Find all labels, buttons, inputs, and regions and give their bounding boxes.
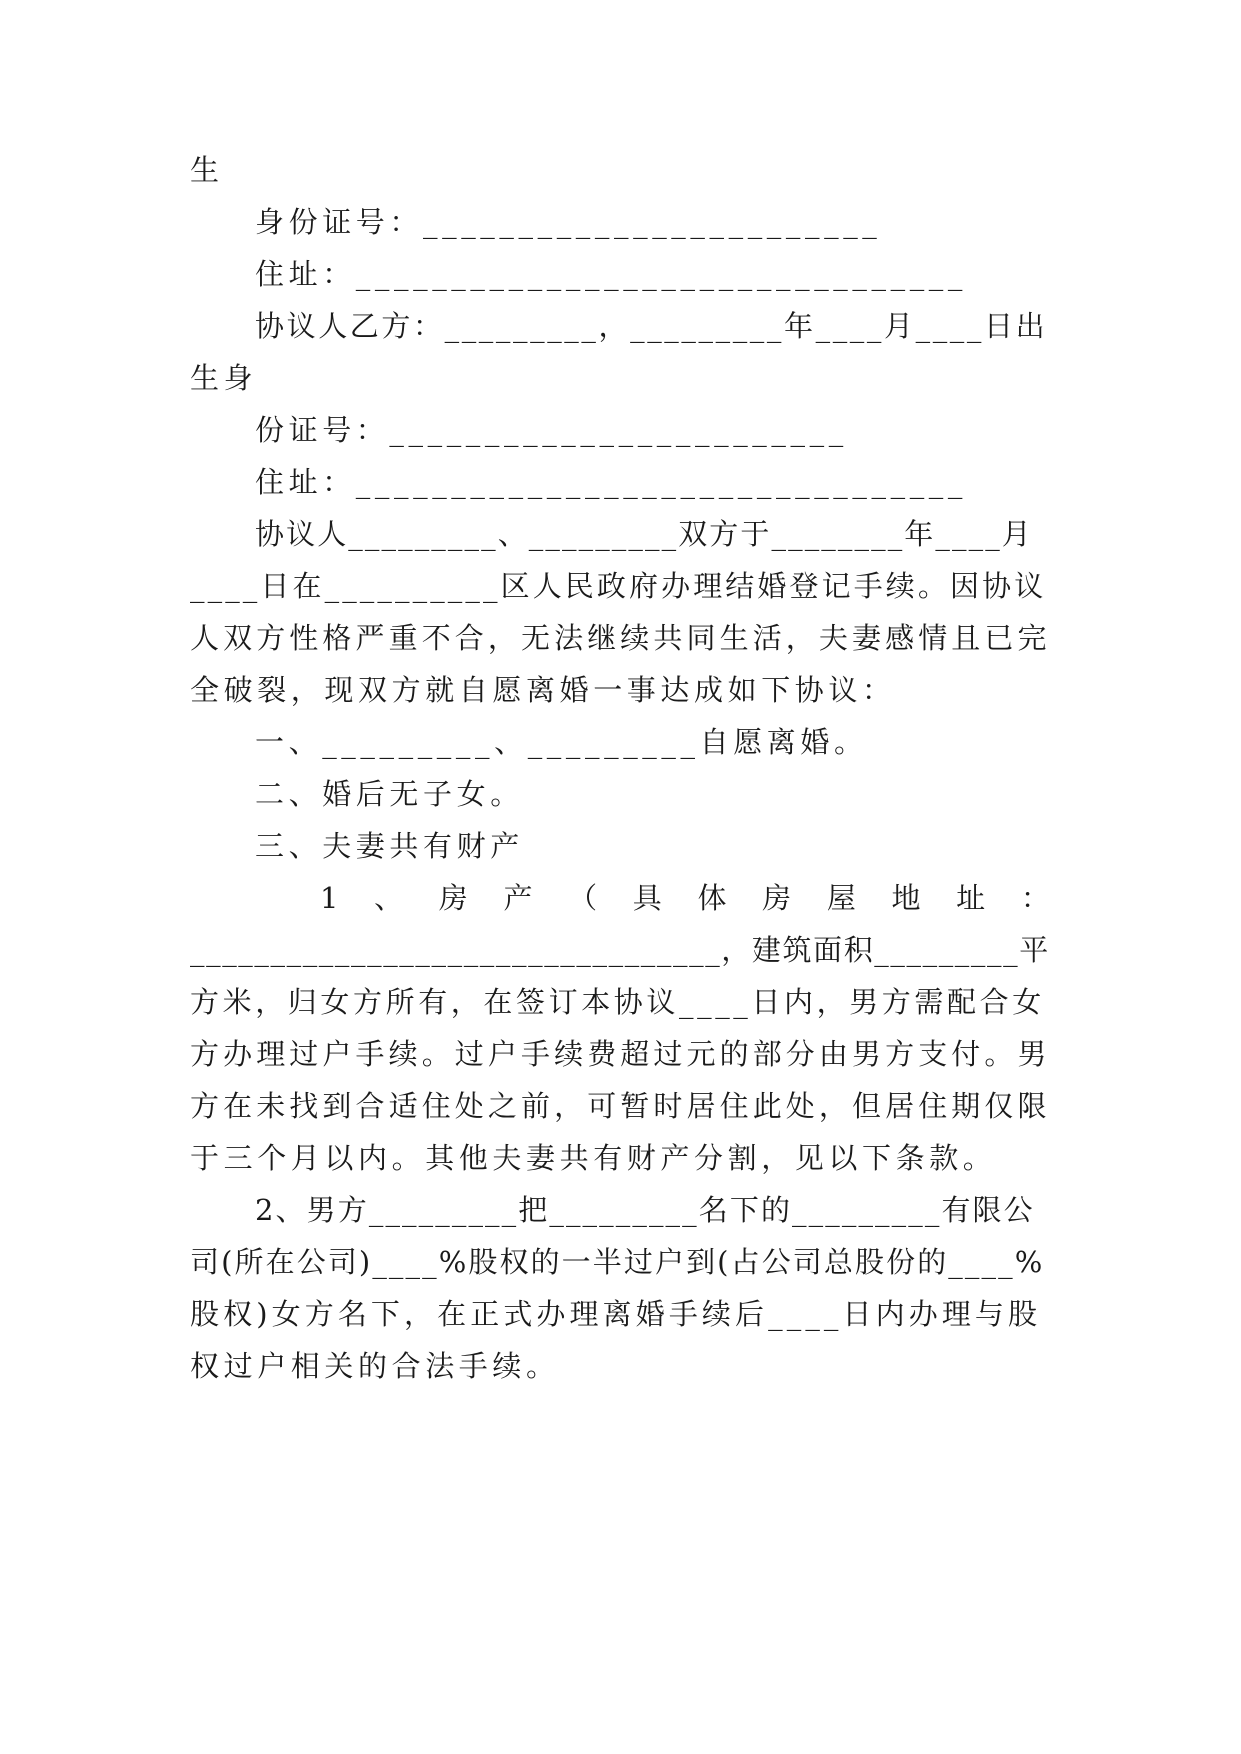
text-line: 人双方性格严重不合，无法继续共同生活，夫妻感情且已完 — [190, 621, 1051, 655]
spaced-char: （ — [568, 881, 598, 915]
text-line: 生 — [190, 153, 224, 187]
text-line: 住址：________________________________ — [255, 465, 967, 499]
text-line: 一、_________、_________自愿离婚。 — [255, 725, 868, 759]
text-line: 方办理过户手续。过户手续费超过元的部分由男方支付。男 — [190, 1037, 1051, 1071]
text-line: 三、夫妻共有财产 — [255, 829, 524, 863]
text-line: 生身 — [190, 361, 258, 395]
text-line: 全破裂，现双方就自愿离婚一事达成如下协议： — [190, 673, 896, 707]
spaced-char: 产 — [503, 881, 533, 915]
spaced-char: 具 — [632, 881, 662, 915]
text-line: 份证号：________________________ — [255, 413, 848, 447]
text-line: 协议人乙方：_________，_________年____月____日出 — [255, 309, 1048, 343]
spaced-char: 址 — [956, 881, 986, 915]
text-line: 身份证号：________________________ — [255, 205, 882, 239]
spaced-char: 、 — [374, 881, 404, 915]
spaced-char: 房 — [762, 881, 792, 915]
text-line: 2、男方_________把_________名下的_________有限公 — [255, 1193, 1035, 1227]
text-line: 住址：________________________________ — [255, 257, 967, 291]
text-line: _________________________________，建筑面积_________平 — [190, 933, 1050, 967]
text-line: 于三个月以内。其他夫妻共有财产分割，见以下条款。 — [190, 1141, 997, 1175]
text-line: 股权)女方名下，在正式办理离婚手续后____日内办理与股 — [190, 1297, 1042, 1331]
text-line: 司(所在公司)____%股权的一半过户到(占公司总股份的____% — [190, 1245, 1045, 1279]
text-line: 方米，归女方所有，在签订本协议____日内，男方需配合女 — [190, 985, 1045, 1019]
spaced-char: 体 — [697, 881, 727, 915]
spaced-char: 地 — [891, 881, 921, 915]
spaced-text-line — [320, 880, 1050, 916]
text-line: 协议人_________、_________双方于________年____月 — [255, 517, 1033, 551]
text-line: 权过户相关的合法手续。 — [190, 1349, 560, 1383]
spaced-char: 房 — [438, 881, 468, 915]
spaced-char: 1 — [320, 881, 339, 915]
text-line: ____日在__________区人民政府办理结婚登记手续。因协议 — [190, 569, 1047, 603]
spaced-char: 屋 — [826, 881, 856, 915]
spaced-char: ： — [1020, 881, 1050, 915]
text-line: 方在未找到合适住处之前，可暂时居住此处，但居住期仅限 — [190, 1089, 1051, 1123]
text-line: 二、婚后无子女。 — [255, 777, 524, 811]
